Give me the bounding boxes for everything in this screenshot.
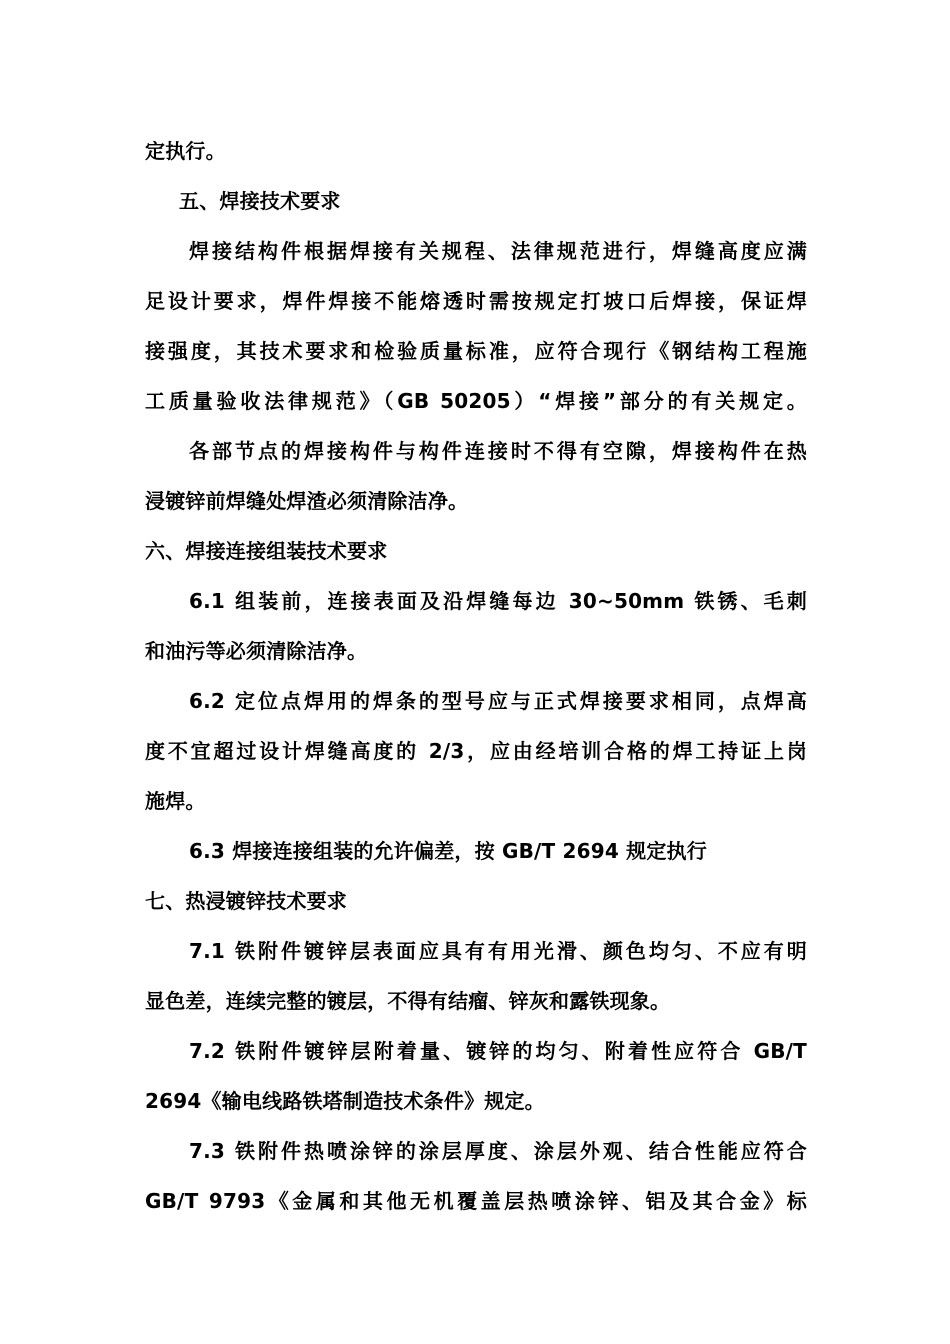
- paragraph-line: 6.3 焊接连接组装的允许偏差，按 GB/T 2694 规定执行: [189, 839, 707, 863]
- paragraph-line: 7.2 铁附件镀锌层附着量、镀锌的均匀、附着性应符合 GB/T: [189, 1039, 807, 1063]
- paragraph-line: 2694《输电线路铁塔制造技术条件》规定。: [145, 1089, 545, 1113]
- paragraph-line: 足设计要求，焊件焊接不能熔透时需按规定打坡口后焊接，保证焊: [145, 289, 807, 313]
- paragraph-line: 显色差，连续完整的镀层，不得有结瘤、锌灰和露铁现象。: [145, 989, 671, 1013]
- section-heading-6: 六、焊接连接组装技术要求: [145, 539, 388, 563]
- paragraph-line: 定执行。: [145, 139, 226, 163]
- paragraph-line: GB/T 9793《金属和其他无机覆盖层热喷涂锌、铝及其合金》标: [145, 1189, 807, 1213]
- paragraph-line: 各部节点的焊接构件与构件连接时不得有空隙，焊接构件在热: [189, 439, 807, 463]
- paragraph-line: 6.2 定位点焊用的焊条的型号应与正式焊接要求相同，点焊高: [189, 689, 807, 713]
- paragraph-line: 度不宜超过设计焊缝高度的 2/3，应由经培训合格的焊工持证上岗: [145, 739, 807, 763]
- paragraph-line: 工质量验收法律规范》（GB 50205）“焊接”部分的有关规定。: [145, 389, 807, 413]
- document-page: [145, 126, 807, 1226]
- paragraph-line: 施焊。: [145, 789, 206, 813]
- paragraph-line: 和油污等必须清除洁净。: [145, 639, 368, 663]
- paragraph-line: 焊接结构件根据焊接有关规程、法律规范进行，焊缝高度应满: [189, 239, 807, 263]
- paragraph-line: 接强度，其技术要求和检验质量标准，应符合现行《钢结构工程施: [145, 339, 807, 363]
- section-heading-7: 七、热浸镀锌技术要求: [145, 889, 347, 913]
- paragraph-line: 浸镀锌前焊缝处焊渣必须清除洁净。: [145, 489, 469, 513]
- paragraph-line: 7.3 铁附件热喷涂锌的涂层厚度、涂层外观、结合性能应符合: [189, 1139, 807, 1163]
- paragraph-line: 6.1 组装前，连接表面及沿焊缝每边 30~50mm 铁锈、毛刺: [189, 589, 807, 613]
- section-heading-5: 五、焊接技术要求: [179, 189, 341, 213]
- paragraph-line: 7.1 铁附件镀锌层表面应具有有用光滑、颜色均匀、不应有明: [189, 939, 807, 963]
